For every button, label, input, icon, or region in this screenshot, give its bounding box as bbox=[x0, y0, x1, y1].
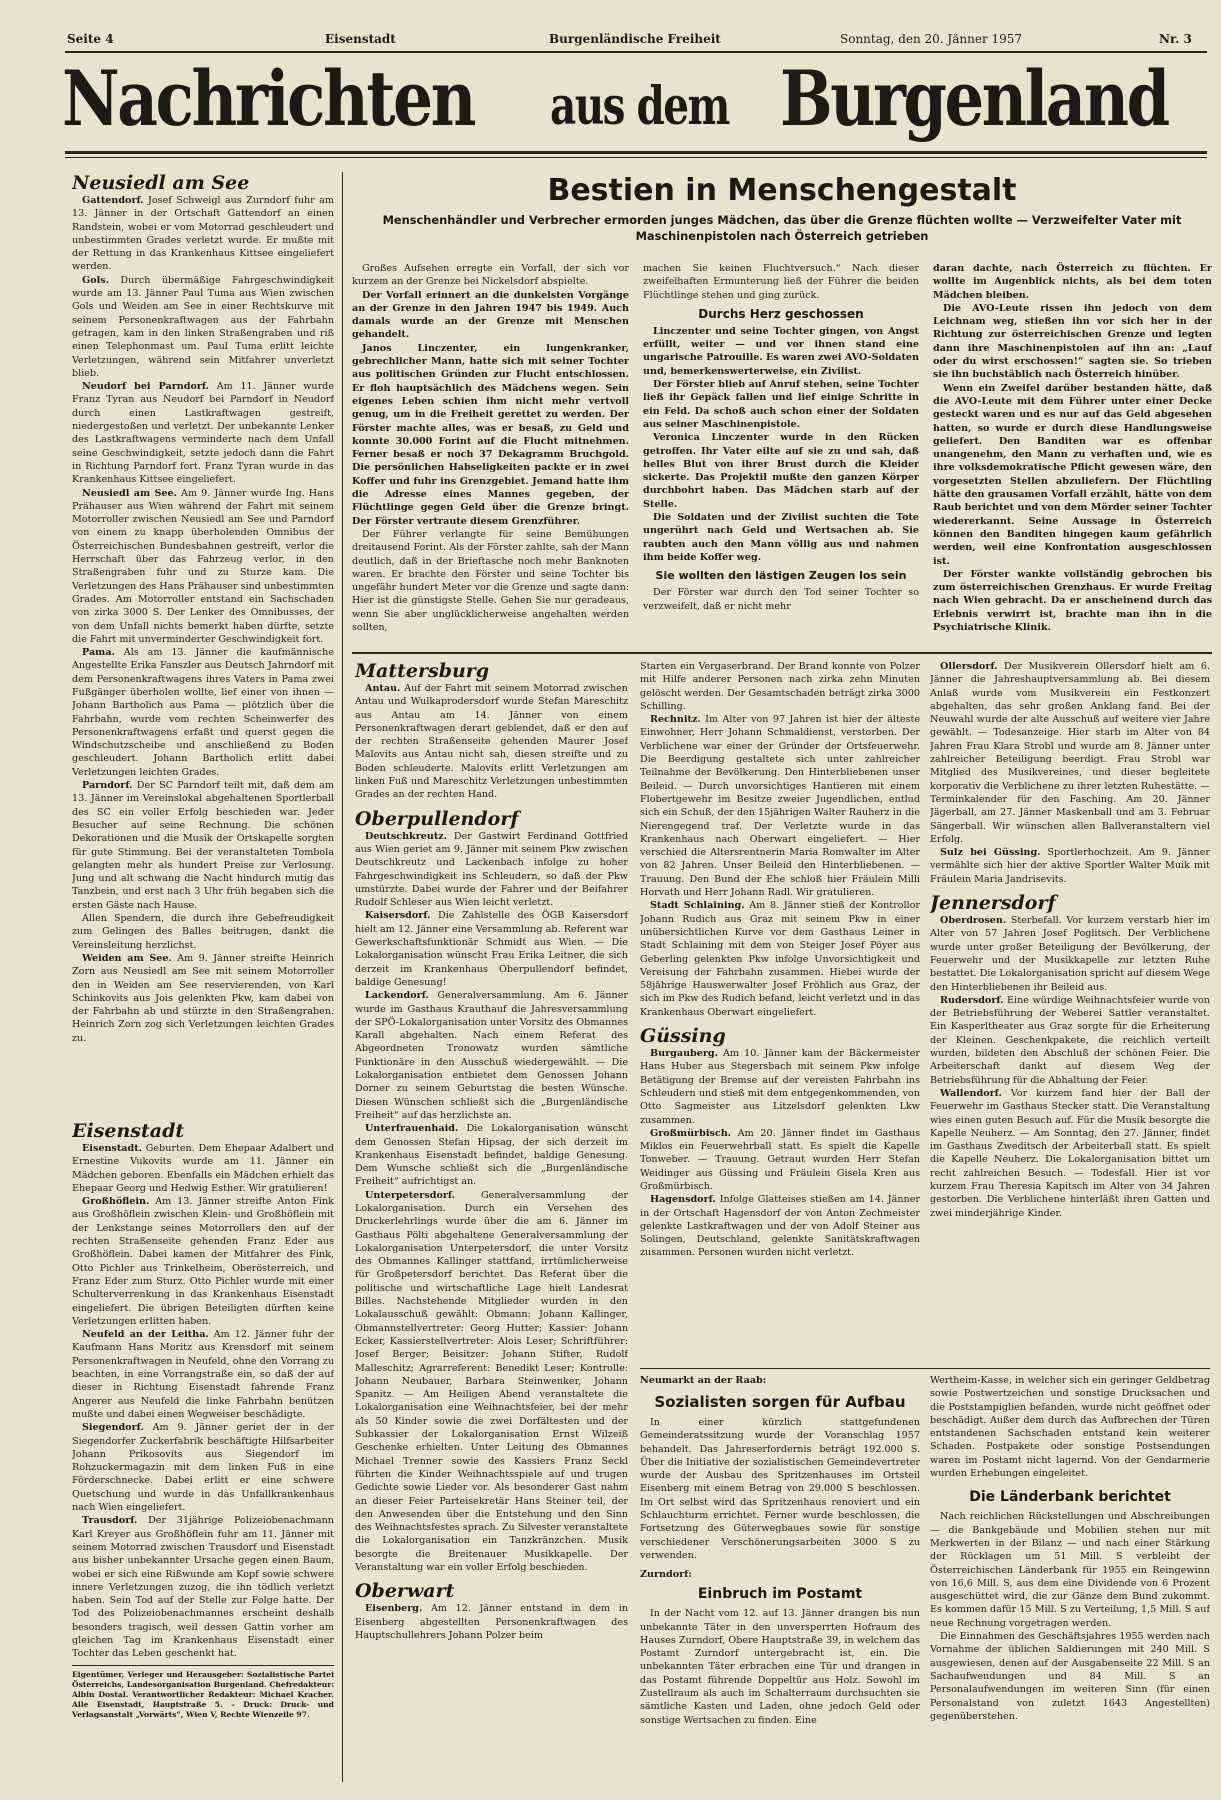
section-neusiedl bbox=[72, 172, 334, 1142]
neusiedl-items bbox=[72, 194, 334, 1045]
news-item: Allen Spendern, die durch ihre Gebefreudigkeit zum Gelingen des Balles beitrugen, dankt die Vereinsleitung herzlichst. bbox=[72, 913, 334, 951]
news-item: Lackendorf. Generalversammlung. Am 6. Jänner wurde im Gasthaus Krauthauf die Jahresversammlung der SPÖ-Lokalorganisation unter Vorsitz des Obmannes Karall abgehalten. Nach einem Referat des Abgeordneten Tronowatz wurden sämtliche Funktionäre in den Ausschuß wiedergewählt. — Die Lokalorganisation entbietet dem Genossen Johann Dorner zu seinem Geburtstag die besten Wünsche. Diesen Wünschen schließt sich die „Burgenländische Freiheit“ auf das herzlichste an. bbox=[355, 990, 628, 1121]
masthead bbox=[62, 56, 1210, 148]
news-item: Burgauberg. Am 10. Jänner kam der Bäckermeister Hans Huber aus Stegersbach mit seinem Pkw infolge Betätigung der Bremse auf der vereisten Fahrbahn ins Schleudern und stieß mit dem entgegenkommenden, von Otto Sagmeister aus Litzelsdorf gelenkten Lkw zusammen. bbox=[640, 1048, 920, 1126]
dateline: Hagensdorf. bbox=[650, 1194, 716, 1206]
bestien-col1: Großes Aufsehen erregte ein Vorfall, der sich vor kurzem an der Grenze bei Nickelsdorf abspielte. Der Vorfall erinnert an die dunkelsten Vorgänge an der Grenze in den Jahren 1947 bis 1949. Auch damals wurde an der Grenze mit Menschen gehandelt. Janos Linczenter, ein lungenkranker, gebrechlicher Mann, hatte sich mit seiner Tochter aus politischen Gründen zur Flucht entschlossen. Er floh hauptsächlich des Mädchens wegen. Sein eigenes Leben schien ihm nicht mehr vertvoll genug, um in die Freiheit gerettet zu werden. Der Förster machte alles, was er besaß, zu Geld und konnte 30.000 Forint auf die Flucht mitnehmen. Ferner besaß er noch 37 Dekagramm Bruchgold. Die persönlichen Habseligkeiten packte er in zwei Koffer und fuhr ins Grenzgebiet. Jemand hatte ihm die Adresse eines Mannes gegeben, der Flüchtlinge gegen Geld über die Grenze bringt. Der Förster vertraute diesem Grenzführer. Der Führer verlangte für seine Bemühungen dreitausend Forint. Als der Förster zahlte, sah der Mann deutlich, daß in der Brieftasche noch mehr Banknoten waren. Er brachte den Förster und seine Tochter bis ungefähr hundert Meter vor die Grenze und sagte dann: Hier ist die günstigste Stelle. Gehen Sie nur geradeaus, wenn Sie aber unglücklicherweise angehalten werden sollten, bbox=[352, 263, 629, 634]
imprint: Eigentümer, Verleger und Herausgeber: Sozialistische Partei Österreichs, Landesorganisation Burgenland. Chefredakteur: Albin Dostal. Verantwortlicher Redakteur: Michael Kracher. Alle Eisenstadt, Hauptstraße 5. – Druck: Druck- und Verlagsanstalt „Vorwärts“, Wien V, Rechte Wienzeile 97. bbox=[72, 1669, 334, 1719]
guessing-items-cont bbox=[930, 660, 1210, 886]
bottom-block-rule bbox=[640, 1368, 1210, 1369]
news-item: Gattendorf. Josef Schweigl aus Zurndorf fuhr am 13. Jänner in der Ortschaft Gattendorf an einen Randstein, wobei er vom Motorrad geschleudert und unbestimmten Grades verletzt wurde. Er mußte mit der Rettung in das Krankenhaus Kittsee eingeliefert werden. bbox=[72, 195, 334, 273]
zurndorf-headline: Einbruch im Postamt bbox=[697, 1586, 863, 1603]
news-item: Eisenstadt. Geburten. Dem Ehepaar Adalbert und Ernestine Vukovits wurde am 11. Jänner ein Mädchen geboren. Ebenfalls ein Mädchen erhielt das Ehepaar Georg und Hedwig Esther. Wir gratulieren! bbox=[72, 1143, 334, 1194]
neumarkt-headline: Sozialisten sorgen für Aufbau bbox=[654, 1393, 906, 1411]
header-date: Sonntag, den 20. Jänner 1957 bbox=[840, 32, 1023, 46]
news-item: Rechnitz. Im Alter von 97 Jahren ist hier der älteste Einwohner, Herr Johann Schmaldienst, verstorben. Der Verblichene war einer der Gründer der Ortsfeuerwehr. Die Beerdigung gestaltete sich unter zahlreicher Teilnahme der Bevölkerung. Den Hinterbliebenen unser Beileid. — Durch unvorsichtiges Hantieren mit einem Flobertgewehr im Besitze zweier Jugendlichen, entlud sich ein Schuß, der den 15jährigen Walter Rauherz in die Nierengegend traf. Der Verletzte wurde in das Krankenhaus nach Oberwart eingeliefert. — Hier verschied die Altersrentnerin Maria Romwalter im Alter von 82 Jahren. Unser Beileid den Hinterbliebenen. — Trauung. Den Bund der Ehe schloß hier Fräulein Milli Horvath und Herr Johann Radl. Wir gratulieren. bbox=[640, 714, 920, 899]
bestien-subheading-2: Sie wollten den lästigen Zeugen los sein bbox=[655, 569, 907, 583]
article-bestien bbox=[352, 172, 1212, 646]
bestien-col2: machen Sie keinen Fluchtversuch.“ Nach dieser zweifelhaften Ermunterung ließ der Führer die beiden Flüchtlinge stehen und ging zurück. Durchs Herz geschossen Linczenter und seine Tochter gingen, von Angst erfüllt, weiter — und vor ihnen stand eine ungarische Patrouille. Es waren zwei AVO-Soldaten und, bemerkenswerterweise, ein Zivilist. Der Förster blieb auf Anruf stehen, seine Tochter ließ ihr Gepäck fallen und lief einige Schritte in ein Feld. Da schoß auch schon einer der Soldaten aus seiner Maschinenpistole. Veronica Linczenter wurde in den Rücken getroffen. Ihr Vater eilte auf sie zu und sah, daß helles Blut von ihrer Brust durch die Kleider sickerte. Das Projektil mußte den ganzen Körper durchbohrt haben. Das Mädchen starb auf der Stelle. Die Soldaten und der Zivilist suchten die Tote ungerührt nach Geld und Wertsachen ab. Sie raubten auch den Mann völlig aus und nahmen ihm beide Koffer weg. Sie wollten den lästigen Zeugen los sein Der Förster war durch den Tod seiner Tochter so verzweifelt, daß er nicht mehr bbox=[643, 263, 919, 612]
oberwart-items: Starten ein Vergaserbrand. Der Brand konnte von Polzer mit Hilfe anderer Personen nach zirka zehn Minuten gelöscht werden. Der Gesamtschaden beträgt zirka 3000 Schilling. Rechnitz. Im Alter von 97 Jahren ist hier der älteste Einwohner, Herr Johann Schmaldienst, verstorben. Der Verblichene war einer der Gründer der Ortsfeuerwehr. Die Beerdigung gestaltete sich unter zahlreicher Teilnahme der Bevölkerung. Den Hinterbliebenen unser Beileid. — Durch unvorsichtiges Hantieren mit einem Flobertgewehr im Besitze zweier Jugendlichen, entlud sich ein Schuß, der den 15jährigen Walter Rauherz in die Nierengegend traf. Der Verletzte wurde in das Krankenhaus nach Oberwart eingeliefert. — Hier verschied die Altersrentnerin Maria Romwalter im Alter von 82 Jahren. Unser Beileid den Hinterbliebenen. — Trauung. Den Bund der Ehe schloß hier Fräulein Milli Horvath und Herr Johann Radl. Wir gratulieren. Stadt Schlaining. Am 8. Jänner stieß der Kontrollor Johann Rudich aus Graz mit seinem Pkw in einer unübersichtlichen Kurve vor dem Gasthaus Leiner in Stadt Schlaining mit dem von Steiger Josef Pöyer aus Geberling gelenkten Pkw infolge Unvorsichtigkeit und Vereisung der Fahrbahn zusammen. Hiebei wurde der 58jährige Hauswerwalter Josef Fröhlich aus Graz, der sich im Pkw des Rudich befand, leicht verletzt und in das Krankenhaus Oberwart eingeliefert. bbox=[640, 661, 920, 1018]
bestien-subhead: Menschenhändler und Verbrecher ermorden junges Mädchen, das über die Grenze flüchten wollte — Verzweifelter Vater mit Maschinenpistolen nach Österreich getrieben bbox=[382, 213, 1182, 243]
dateline: Lackendorf. bbox=[365, 990, 429, 1002]
dateline: Neudorf bei Parndorf. bbox=[82, 381, 210, 393]
dateline: Unterfrauenhaid. bbox=[365, 1123, 459, 1135]
bestien-bottom-rule bbox=[352, 652, 1212, 654]
bestien-headline: Bestien in Menschengestalt bbox=[547, 173, 1017, 208]
news-item: Siegendorf. Am 9. Jänner geriet der in der Siegendorfer Zuckerfabrik beschäftigte Hilfsarbeiter Johann Prikosovits aus Siegendorf im Rohzuckermagazin mit dem linken Fuß in eine Förderschnecke. Dabei erlitt er eine schwere Quetschung und wurde in das Unfallkrankenhaus nach Wien eingeliefert. bbox=[72, 1422, 334, 1514]
page-header bbox=[67, 30, 1207, 48]
dateline: Rudersdorf. bbox=[940, 994, 1004, 1006]
news-item: Trausdorf. Der 31jährige Polizeiobenachmann Karl Kreyer aus Großhöflein fuhr am 11. Jänner mit seinem Motorrad zwischen Trausdorf und Eisenstadt aus bisher unbekannter Ursache gegen einen Baum, wobei er sich eine Rißwunde am Kopf sowie schwere innere Verletzungen zuzog, die ihn tödlich verletzt haben. Sein Tod auf der Stelle zur Folge hatte. Der Tod des Polizeiobenachmannes erscheint deshalb besonders tragisch, weil dessen Gattin vorher am gleichen Tag im Krankenhaus Eisenstadt einer Tochter das Leben geschenkt hat. bbox=[72, 1515, 334, 1660]
section-eisenstadt bbox=[72, 1120, 334, 1788]
dateline: Stadt Schlaining. bbox=[650, 900, 745, 912]
section-title-oberwart: Oberwart bbox=[355, 1580, 455, 1603]
dateline: Unterpetersdorf. bbox=[365, 1189, 456, 1201]
bestien-subheading-1: Durchs Herz geschossen bbox=[698, 306, 864, 321]
oberpullendorf-items bbox=[355, 830, 628, 1575]
guessing-items bbox=[640, 1047, 920, 1260]
laenderbank-headline: Die Länderbank berichtet bbox=[969, 1489, 1171, 1506]
section-title-eisenstadt: Eisenstadt bbox=[72, 1120, 185, 1142]
news-item: Kaisersdorf. Die Zahlstelle des ÖGB Kaisersdorf hielt am 12. Jänner eine Versammlung ab. Referent war Gewerkschaftsfunktionär Schmidt aus Wien. — Die Lokalorganisation wünscht Frau Erika Leitner, die sich derzeit im Krankenhaus Oberpullendorf befindet, baldige Genesung! bbox=[355, 910, 628, 988]
column-2-lower bbox=[355, 660, 628, 1790]
column-3-lower bbox=[640, 660, 920, 1360]
dateline: Oberdrosen. bbox=[940, 915, 1007, 927]
dateline: Parndorf. bbox=[82, 780, 133, 792]
dateline: Ollersdorf. bbox=[940, 661, 998, 672]
news-item: Pama. Als am 13. Jänner die kaufmännische Angestellte Erika Fanszler aus Deutsch Jahrndorf mit dem Personenkraftwagens ihres Vaters in Pama zwei Fußgänger überholen wollte, lief einer von ihnen — Johann Bartholich aus Pama — plötzlich über die Fahrbahn, wurde vom rechten Scheinwerfer des Personenkraftwagens erfaßt und querst gegen die Windschutzscheibe und anschließend zu Boden geschleudert. Johann Bartholich erlitt dabei Verletzungen leichten Grades. bbox=[72, 647, 334, 778]
section-title-mattersburg: Mattersburg bbox=[355, 660, 490, 682]
dateline: Pama. bbox=[82, 647, 115, 659]
news-item: Großmürbisch. Am 20. Jänner findet im Gasthaus Miklos ein Feuerwehrball statt. Es spielt die Kapelle Tonweber. — Trauung. Getraut wurden Herr Stefan Weidinger aus Güssing und Fräulein Gisela Kren aus Großmürbisch. bbox=[640, 1127, 920, 1192]
neumarkt-label: Neumarkt an der Raab: bbox=[640, 1375, 767, 1386]
dateline: Großmürbisch. bbox=[650, 1127, 732, 1139]
neumarkt-text: In einer kürzlich stattgefundenen Gemeinderatssitzung wurde der Voranschlag 1957 behandelt. Das Jahreserfordernis beträgt 192.000 S. Über die Initiative der sozialistischen Gemeindevertreter wurde der Ausbau des Spritzenhauses im Ortsteil Eisenberg mit einem Betrag von 29.000 S beschlossen. Im Ort selbst wird das Spritzenhaus renoviert und ein Schlauchturm errichtet. Ferner wurde beschlossen, die Fortsetzung des Güterwegbaues sowie für sonstige verschiedener Verschönerungsarbeiten 3000 S zu verwenden. bbox=[640, 1417, 920, 1561]
section-title-oberpullendorf: Oberpullendorf bbox=[355, 807, 519, 830]
header-place: Eisenstadt bbox=[325, 32, 396, 46]
news-item: Antau. Auf der Fahrt mit seinem Motorrad zwischen Antau und Wulkaprodersdorf wurde Stefan Mareschitz aus Antau am 14. Jänner von einem Personenkraftwagen derart geblendet, daß er den auf der rechten Straßenseite gehenden Maurer Josef Malovits aus Antau nicht sah, diesen streifte und zu Boden schleuderte. Malovits erlitt Verletzungen am linken Fuß und Mareschitz Verletzungen unbestimmten Grades an der rechten Hand. bbox=[355, 683, 628, 801]
section-title-jennersdorf: Jennersdorf bbox=[930, 892, 1056, 915]
dateline: Rechnitz. bbox=[650, 714, 701, 726]
news-item: Neufeld an der Leitha. Am 12. Jänner fuhr der Kaufmann Hans Moritz aus Krensdorf mit seinem Personenkraftwagen in Neufeld, ohne den Vorrang zu beachten, in eine Vorrangstraße ein, so daß der auf dieser in Richtung Eisenstadt fahrende Franz Angerer aus Neufeld die linke Fahrbahn benützen mußte und dabei einen Wegweiser beschädigte. bbox=[72, 1329, 334, 1420]
header-rule bbox=[65, 51, 1207, 53]
mattersburg-items bbox=[355, 682, 628, 802]
dateline: Großhöflein. bbox=[82, 1196, 150, 1208]
news-item: Parndorf. Der SC Parndorf teilt mit, daß dem am 13. Jänner im Vereinslokal abgehaltenen Sportlerball des SC ein voller Erfolg beschieden war. Jeder Besucher auf seine Rechnung. Die schönen Dekorationen und die Musik der Ortskapelle sorgten für gute Stimmung. Bei der veranstalteten Tombola gelangten mehr als hundert Preise zur Verlosung. Jung und alt schwang die Nacht hindurch mutig das Tanzbein, und erst nach 3 Uhr früh begaben sich die ersten Gäste nach Hause. bbox=[72, 780, 334, 911]
imprint-rule bbox=[72, 1665, 334, 1666]
news-item: Weiden am See. Am 9. Jänner streifte Heinrich Zorn aus Neusiedl am See mit seinem Motorroller den in Weiden am See reservierenden, von Karl Schinkovits aus Jois gelenkten Pkw, kam dabei von der Fahrbahn ab und stürzte in den Straßengraben. Heinrich Zorn zog sich Verletzungen leichten Grades zu. bbox=[72, 952, 334, 1044]
news-item: Stadt Schlaining. Am 8. Jänner stieß der Kontrollor Johann Rudich aus Graz mit seinem Pkw in einer unübersichtlichen Kurve vor dem Gasthaus Leiner in Stadt Schlaining mit dem von Steiger Josef Pöyer aus Geberling gelenkten Pkw infolge Unvorsichtigkeit und Vereisung der Fahrbahn zusammen. Hiebei wurde der 58jährige Hauswerwalter Josef Fröhlich aus Graz, der sich im Pkw des Rudich befand, leicht verletzt und in das Krankenhaus Oberwart eingeliefert. bbox=[640, 900, 920, 1018]
header-issue: Nr. 3 bbox=[1159, 32, 1192, 46]
news-item: Großhöflein. Am 13. Jänner streifte Anton Fink aus Großhöflein zwischen Klein- und Großhöflein mit der Lenkstange seines Motorrollers den auf der rechten Straßenseite gehenden Franz Eder aus Großhöflein. Dabei kamen der Mitfahrer des Fink, Otto Pichler aus Trinkelheim, Oberösterreich, und Franz Eder zum Sturz. Otto Pichler wurde mit einer Schulterverrenkung in das Krankenhaus Eisenstadt eingeliefert. Die übrigen Beteiligten dürften keine Verletzungen erlitten haben. bbox=[72, 1196, 334, 1327]
dateline: Gattendorf. bbox=[82, 195, 144, 206]
dateline: Gols. bbox=[82, 274, 109, 286]
header-page: Seite 4 bbox=[67, 32, 114, 46]
zurndorf-text-cont: Wertheim-Kasse, in welcher sich ein geringer Geldbetrag sowie Postwertzeichen und sonstige Drucksachen und die Poststampiglien befanden, wurde nicht geöffnet oder beschädigt. Außer dem durch das Aufbrechen der Türen entstandenen Sachschaden entstand kein weiterer Schaden. Postpakete oder sonstige Postsendungen waren im Postamt nicht lagernd. Von der Gendarmerie wurden Erhebungen eingeleitet. bbox=[930, 1375, 1210, 1480]
news-item: Deutschkreutz. Der Gastwirt Ferdinand Gottfried aus Wien geriet am 9. Jänner mit seinem Pkw zwischen Deutschkreutz und Lackenbach infolge zu hoher Fahrgeschwindigkeit ins Schleudern, so daß der Pkw umstürzte. Dabei wurde der Fahrer und der Beifahrer Rudolf Schleser aus Wien leicht verletzt. bbox=[355, 830, 628, 909]
dateline: Neufeld an der Leitha. bbox=[82, 1329, 209, 1341]
dateline: Siegendorf. bbox=[82, 1422, 144, 1434]
news-item: Neudorf bei Parndorf. Am 11. Jänner wurde Franz Tyran aus Neudorf bei Parndorf in Neudorf durch einen Lastkraftwagen gestreift, niedergestoßen und verletzt. Der unbekannte Lenker des Lastkraftwagens verminderte nach dem Unfall seine Geschwindigkeit, setzte jedoch dann die Fahrt in Richtung Parndorf fort. Franz Tyran wurde in das Krankenhaus Kittsee eingeliefert. bbox=[72, 381, 334, 486]
laenderbank-text: Nach reichlichen Rückstellungen und Abschreibungen — die Bankgebäude und Mobilien stehen nur mit Merkwerten in der Bilanz — und nach einer Stärkung der Rücklagen um 51 Mill. S verbleibt der Österreichischen Länderbank für 1955 ein Reingewinn von 16,6 Mill. S, aus dem eine Dividende von 6 Prozent ausgeschüttet wird, die zur Gänze dem Bund zukommt. Es kommen dafür 15 Mill. S zu Verteilung, 1,5 Mill. S auf neue Rechnung vorgetragen werden. Die Einnahmen des Geschäftsjahres 1955 werden nach Vornahme der üblichen Saldierungen mit 240 Mill. S ausgewiesen, denen auf der Ausgabenseite 22 Mill. S an Sachaufwendungen und 84 Mill. S an Personalaufwendungen im weiteren Sinn (für einen Personalstand von zuletzt 1643 Angestellten) gegenüberstehen. bbox=[930, 1511, 1210, 1722]
dateline: Deutschkreutz. bbox=[365, 830, 448, 842]
news-item: Oberdrosen. Sterbefall. Vor kurzem verstarb hier im Alter von 57 Jahren Josef Poglitsch. Der Verblichene wurde unter großer Beteiligung der Bevölkerung, der Feuerwehr und der Musikkapelle zur letzten Ruhe bestattet. Die Lokalorganisation spricht auf diesem Wege den Hinterbliebenen ihr Beileid aus. bbox=[930, 915, 1210, 993]
zurndorf-label: Zurndorf: bbox=[640, 1569, 692, 1581]
dateline: Eisenstadt. bbox=[82, 1143, 142, 1154]
dateline: Eisenberg. bbox=[365, 1603, 423, 1615]
eisenstadt-items bbox=[72, 1142, 334, 1661]
zurndorf-text: In der Nacht vom 12. auf 13. Jänner drangen bis nun unbekannte Täter in den unversperrten Hofraum des Hauses Zurndorf, Obere Hauptstraße 39, in welchem das Postamt Zurndorf untergebracht ist, ein. Die unbekannten Täter erbrachen eine Tür und drangen in das Postamt führende Doppeltür aus Holz. Sowohl im Zustellraum als auch im Schalterraum durchsuchten sie sämtliche Kasten und Laden, ohne jedoch Geld oder sonstige Wertsachen zu finden. Eine bbox=[640, 1608, 920, 1726]
masthead-rule-2 bbox=[65, 157, 1207, 158]
jennersdorf-items bbox=[930, 914, 1210, 1220]
news-item: Neusiedl am See. Am 9. Jänner wurde Ing. Hans Prähauser aus Wien während der Fahrt mit seinem Motorroller zwischen Neusiedl am See und Parndorf von einem zu knapp überholenden Omnibus der Österreichischen Bundesbahnen gestreift, verlor die Herrschaft über das Fahrzeug verlor, in den Straßengraben fuhr und zu Sturze kam. Die Verletzungen des Hans Prähauser sind unbestimmten Grades. Am Motorroller entstand ein Sachschaden von zirka 3000 S. Der Lenker des Omnibusses, der von dem Unfall nichts bemerkt haben dürfte, setzte die Fahrt mit unverminderter Geschwindigkeit fort. bbox=[72, 487, 334, 645]
bestien-col3: daran dachte, nach Österreich zu flüchten. Er wollte im Augenblick nichts, als bei dem toten Mädchen bleiben. Die AVO-Leute rissen ihn jedoch von dem Leichnam weg, stießen ihn vor sich her in der Richtung zur österreichischen Grenze und legten dann ihre Maschinenpistolen auf ihn an: „Lauf oder du wirst erschossen!“ sagten sie. So trieben sie ihn buchstäblich nach Österreich hinüber. Wenn ein Zweifel darüber bestanden hätte, daß die AVO-Leute mit dem Führer unter einer Decke gesteckt waren und es nur auf das Geld abgesehen hatten, so wurde er durch diese Handlungsweise geliefert. Den Banditen war es offenbar unangenehm, den Mann zu verhaften und, wie es ihre volksdemokratische Pflicht gewesen wäre, den vorgesetzten Stellen abzuliefern. Der Flüchtling hätte den grausamen Vorfall erzählt, hätte von dem Raub berichtet und von dem Mörder seiner Tochter wiedererkannt. Seine Aussage in Österreich können den Banditen hingegen kaum gefährlich werden, weil eine Konfrontation ausgeschlossen ist. Der Förster wankte vollständig gebrochen bis zum österreichischen Grenzhaus. Er wurde Freitag nach Wien gebracht. Da er anscheinend durch das Erlebnis verwirrt ist, brachte man ihn in die Psychiatrische Klinik. bbox=[933, 263, 1212, 634]
news-item: Hagensdorf. Infolge Glatteises stießen am 14. Jänner in der Ortschaft Hagensdorf der von Anton Zechmeister gelenkte Lastkraftwagen und der von Adolf Steiner aus Solingen, Deutschland, gelenkte Sanitätskraftwagen zusammen. Personen wurden nicht verletzt. bbox=[640, 1194, 920, 1259]
masthead-big2: Burgenland bbox=[780, 56, 1168, 143]
news-item: Rudersdorf. Eine würdige Weihnachtsfeier wurde von der Betriebsführung der Weberei Sattler veranstaltet. Ein Kasperltheater aus Graz sorgte für die Erheiterung der Kleinen. Geschenkpakete, die reichlich verteilt wurden, bildeten den Abschluß der schönen Feier. Die Arbeiterschaft dankt auf diesem Weg der Betriebsführung für die Abhaltung der Feier. bbox=[930, 994, 1210, 1086]
news-item: Unterfrauenhaid. Die Lokalorganisation wünscht dem Genossen Stefan Hipsag, der sich derzeit im Krankenhaus Eisenstadt befindet, baldige Genesung. Dem Wunsche schließt sich die „Burgenländische Freiheit“ aufrichtigst an. bbox=[355, 1123, 628, 1188]
section-title-neusiedl: Neusiedl am See bbox=[72, 172, 250, 194]
dateline: Weiden am See. bbox=[82, 952, 172, 964]
masthead-rule-1 bbox=[65, 151, 1207, 154]
dateline: Neusiedl am See. bbox=[82, 487, 177, 499]
news-item: Unterpetersdorf. Generalversammlung der Lokalorganisation. Durch ein Versehen des Druckerlehrlings wurde über die am 6. Jänner im Gasthaus Pölti abgehaltene Generalversammlung der Lokalorganisation Unterpetersdorf, die unter Vorsitz des Obmannes Kallinger stattfand, irrtümlicherweise für Großpetersdorf berichtet. Das Referat über die politische und wirtschaftliche Lage hielt Landesrat Billes. Nachstehende Mitglieder wurden in den Lokalausschuß gewählt: Obmann: Johann Kallinger, Obmannstellvertreter: Georg Hutter; Kassier: Johann Ecker, Kassierstellvertreter: Alois Leser; Schriftführer: Josef Berger; Beisitzer: Johann Stifter, Rudolf Malleschitz; Agrarreferent: Benedikt Leser; Kontrolle: Johann Neubauer, Barbara Steinwenker, Johann Spanitz. — Am Heiligen Abend veranstaltete die Lokalorganisation eine Weihnachtsfeier, bei der mehr als 50 Kinder sowie die zwei Dorfältesten und der Subkassier der Lokalorganisation Ernst Wilzeiß Geschenke erhielten. Unter Leitung des Obmannes Michael Trenner sowie des Kassiers Franz Seckl führten die Kinder Weihnachtsspiele auf und trugen Gedichte sowie Lieder vor. Als besonderer Gast nahm an dieser Feier Parteisekretär Hans Steiner teil, der den Anwesenden über die Entstehung und den Sinn des Weihnachtsfestes sprach. Zu Silvester veranstaltete die Lokalorganisation ein Tanzkränzchen. Musik besorgte die Breitenauer Musikkapelle. Der Veranstaltung war ein voller Erfolg beschieden. bbox=[355, 1189, 628, 1573]
news-item: Ollersdorf. Der Musikverein Ollersdorf hielt am 6. Jänner die Jahreshauptversammlung ab. Bei diesem Anlaß wurde vom Musikverein ein Festkonzert abgehalten, das sehr großen Anklang fand. Bei der Neuwahl wurde der alte Ausschuß auf weitere vier Jahre gewählt. — Todesanzeige. Hier starb im Alter von 84 Jahren Frau Klara Strobl und wurde am 8. Jänner unter zahlreicher Beteiligung beerdigt. Frau Strobl war Mitglied des Musikvereines, und dieser begleitete korporativ die Verblichene zu ihrer letzten Ruhestätte. — Terminkalender für den Fasching. Am 20. Jänner Jägerball, am 27. Jänner Maskenball und am 3. Februar Sängerball. Wir wünschen allen Ballveranstaltern viel Erfolg. bbox=[930, 661, 1210, 845]
column-4-lower bbox=[930, 660, 1210, 1360]
news-item: Sulz bei Güssing. Sportlerhochzeit. Am 9. Jänner vermählte sich hier der aktive Sportler Walter Muik mit Fräulein Maria Jandrisevits. bbox=[930, 847, 1210, 885]
news-item: Wallendorf. Vor kurzem fand hier der Ball der Feuerwehr im Gasthaus Stecker statt. Die Veranstaltung wies einen guten Besuch auf. Für die Musik besorgte die Kapelle Neuherz. — Am Sonntag, den 27. Jänner, findet im Gasthaus Zweditsch der Arbeiterball statt. Es spielt die Kapelle Neuherz. Die Lokalorganisation bittet um recht zahlreichen Besuch. — Todesfall. Hier ist vor kurzem Frau Theresia Kapitsch im Alter von 34 Jahren gestorben. Die Verblichene hinterläßt ihren Gatten und zwei minderjährige Kinder. bbox=[930, 1087, 1210, 1219]
masthead-big1: Nachrichten bbox=[62, 56, 475, 143]
dateline: Antau. bbox=[365, 683, 401, 694]
dateline: Kaisersdorf. bbox=[365, 910, 431, 922]
column-rule bbox=[342, 172, 343, 1782]
news-item: Eisenberg. Am 12. Jänner entstand in dem in Eisenberg abgestellten Personenkraftwagen des Hauptschullehrers Johann Polzer beim bbox=[355, 1603, 628, 1641]
dateline: Wallendorf. bbox=[940, 1087, 1002, 1099]
masthead-small: aus dem bbox=[550, 76, 729, 137]
dateline: Burgauberg. bbox=[650, 1048, 718, 1060]
dateline: Sulz bei Güssing. bbox=[940, 847, 1041, 859]
article-zurndorf-cont-laenderbank bbox=[930, 1374, 1210, 1790]
section-title-guessing: Güssing bbox=[640, 1025, 726, 1048]
oberwart-intro bbox=[355, 1602, 628, 1642]
dateline: Trausdorf. bbox=[82, 1515, 138, 1527]
header-paper: Burgenländische Freiheit bbox=[549, 32, 721, 46]
article-neumarkt-zurndorf bbox=[640, 1374, 920, 1790]
news-item: Gols. Durch übermäßige Fahrgeschwindigkeit wurde am 13. Jänner Paul Tuma aus Wien zwischen Gols und Weiden am See in einer Rechtskurve mit seinem Personenkraftwagen aus der Fahrbahn getragen, kam in den linken Straßengraben und riß einen Telephonmast um. Paul Tuma erlitt leichte Verletzungen, während sein Mitfahrer unverletzt blieb. bbox=[72, 274, 334, 379]
